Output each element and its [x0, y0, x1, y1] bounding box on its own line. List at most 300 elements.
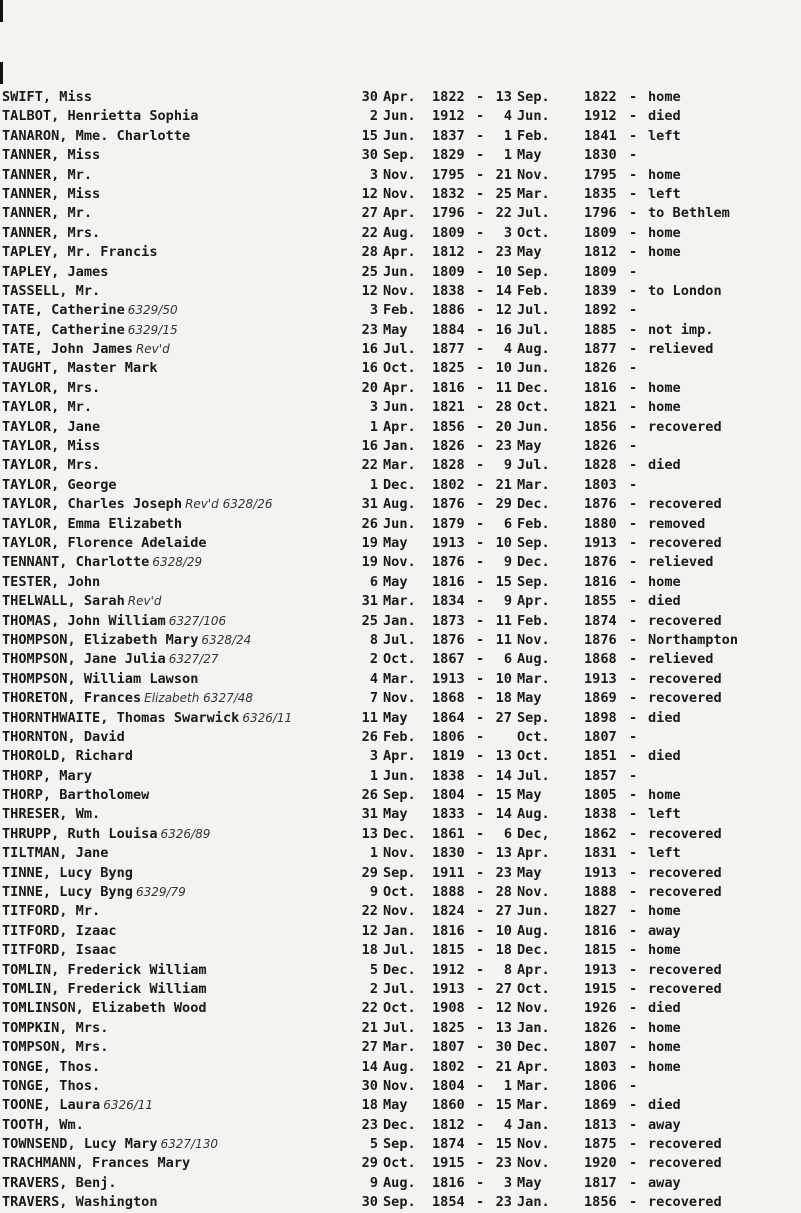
patient-name: THRUPP, Ruth Louisa 6326/89 [2, 825, 211, 842]
patient-name: TATE, Catherine 6329/15 [2, 321, 178, 338]
patient-name: TINNE, Lucy Byng 6329/79 [2, 884, 186, 901]
outcome-dash: - [629, 1019, 638, 1036]
admission-year: 1802 [432, 476, 465, 493]
date-range-dash: - [476, 787, 485, 804]
discharge-year: 1813 [584, 1116, 617, 1133]
admission-day: 4 [369, 670, 378, 687]
admission-year: 1913 [432, 534, 465, 551]
register-entry [2, 786, 799, 805]
discharge-month: Jan. [517, 1194, 550, 1211]
discharge-year: 1892 [584, 302, 617, 319]
register-entry [2, 282, 799, 301]
admission-month: Jul. [383, 631, 416, 648]
handwritten-annotation: Elizabeth 6327/48 [144, 691, 254, 706]
admission-day: 16 [361, 438, 378, 455]
discharge-year: 1816 [584, 573, 617, 590]
date-range-dash: - [476, 127, 485, 144]
discharge-day: 27 [495, 903, 512, 920]
handwritten-annotation: 6326/11 [242, 710, 293, 725]
admission-year: 1815 [432, 942, 465, 959]
admission-month: May [383, 709, 408, 726]
admission-day: 8 [369, 631, 378, 648]
admission-year: 1868 [432, 690, 465, 707]
patient-name: TRAVERS, Benj. [2, 1174, 117, 1191]
patient-name: TOONE, Laura 6326/11 [2, 1097, 154, 1114]
discharge-year: 1803 [584, 476, 617, 493]
discharge-month: Feb. [517, 127, 550, 144]
discharge-month: Jun. [517, 903, 550, 920]
handwritten-annotation: 6327/130 [160, 1137, 218, 1152]
admission-day: 2 [369, 980, 378, 997]
discharge-day: 6 [503, 651, 512, 668]
date-range-dash: - [476, 321, 485, 338]
patient-name: SWIFT, Miss [2, 89, 93, 105]
date-range-dash: - [476, 864, 485, 881]
patient-name: TANNER, Miss [2, 147, 101, 164]
discharge-day: 11 [495, 631, 512, 648]
register-entry [2, 1135, 799, 1154]
admission-day: 15 [361, 127, 378, 144]
admission-year: 1838 [432, 767, 465, 784]
date-range-dash: - [476, 108, 485, 125]
date-range-dash: - [476, 961, 485, 978]
date-range-dash: - [476, 534, 485, 551]
admission-year: 1856 [432, 418, 465, 435]
outcome-dash: - [629, 767, 638, 784]
discharge-month: Mar. [517, 1097, 550, 1114]
discharge-day: 8 [503, 961, 512, 978]
discharge-month: Mar. [517, 1077, 550, 1094]
discharge-day: 23 [495, 864, 512, 881]
outcome-dash: - [629, 922, 638, 939]
date-range-dash: - [476, 205, 485, 222]
admission-year: 1825 [432, 360, 465, 377]
patient-name: TAYLOR, Mrs. [2, 379, 101, 396]
admission-month: Nov. [383, 903, 416, 920]
admission-year: 1802 [432, 1058, 465, 1075]
patient-name: TILTMAN, Jane [2, 845, 109, 862]
register-entry [2, 1019, 799, 1038]
discharge-year: 1821 [584, 399, 617, 416]
date-range-dash: - [476, 185, 485, 202]
discharge-day: 15 [495, 787, 512, 804]
discharge-day: 6 [503, 825, 512, 842]
discharge-year: 1888 [584, 884, 617, 901]
patient-name: THOMAS, John William 6327/106 [2, 612, 227, 629]
date-range-dash: - [476, 1097, 485, 1114]
register-entry [2, 127, 799, 146]
outcome: recovered [648, 496, 722, 513]
admission-year: 1911 [432, 864, 465, 881]
patient-name: TOMLIN, Frederick William [2, 961, 207, 978]
discharge-month: Jul. [517, 205, 550, 222]
admission-month: Mar. [383, 457, 416, 474]
register-entry [2, 728, 799, 747]
outcome-dash: - [629, 554, 638, 571]
admission-month: Nov. [383, 185, 416, 202]
patient-name: TRAVERS, Washington [2, 1194, 158, 1211]
admission-day: 22 [361, 457, 378, 474]
admission-year: 1816 [432, 573, 465, 590]
outcome-dash: - [629, 302, 638, 319]
discharge-year: 1912 [584, 108, 617, 125]
admission-month: Jan. [383, 438, 416, 455]
discharge-day: 12 [495, 1000, 512, 1017]
register-entry [2, 1193, 799, 1212]
admission-month: Dec. [383, 1116, 416, 1133]
discharge-year: 1862 [584, 825, 617, 842]
admission-month: Jul. [383, 341, 416, 358]
admission-month: Aug. [383, 496, 416, 513]
admission-year: 1860 [432, 1097, 465, 1114]
discharge-month: Oct. [517, 399, 550, 416]
patient-name: TAYLOR, Jane [2, 418, 101, 435]
outcome: home [648, 573, 681, 590]
outcome-dash: - [629, 185, 638, 202]
patient-name: THORP, Bartholomew [2, 787, 150, 804]
discharge-month: Dec. [517, 496, 550, 513]
discharge-day: 23 [495, 1194, 512, 1211]
discharge-day: 3 [503, 1174, 512, 1191]
register-entry [2, 534, 799, 553]
discharge-month: Feb. [517, 612, 550, 629]
discharge-day: 25 [495, 185, 512, 202]
admission-day: 22 [361, 903, 378, 920]
admission-month: Apr. [383, 748, 416, 765]
admission-day: 3 [369, 166, 378, 183]
register-entry [2, 321, 799, 340]
outcome: relieved [648, 554, 714, 571]
patient-name: TOMPSON, Mrs. [2, 1039, 109, 1056]
register-entry [2, 650, 799, 669]
admission-day: 30 [361, 1194, 378, 1211]
discharge-year: 1913 [584, 961, 617, 978]
discharge-year: 1926 [584, 1000, 617, 1017]
discharge-month: May [517, 438, 542, 455]
discharge-month: Dec. [517, 379, 550, 396]
date-range-dash: - [476, 379, 485, 396]
admission-year: 1816 [432, 379, 465, 396]
outcome: not imp. [648, 321, 714, 338]
date-range-dash: - [476, 224, 485, 241]
discharge-month: May [517, 787, 542, 804]
admission-month: Oct. [383, 651, 416, 668]
admission-month: Jan. [383, 612, 416, 629]
register-entry [2, 1096, 799, 1115]
register-entry [2, 1174, 799, 1193]
discharge-day: 30 [495, 1039, 512, 1056]
patient-name: TOWNSEND, Lucy Mary 6327/130 [2, 1136, 218, 1153]
admission-year: 1888 [432, 884, 465, 901]
date-range-dash: - [476, 922, 485, 939]
admission-month: Dec. [383, 961, 416, 978]
admission-month: Jul. [383, 1019, 416, 1036]
date-range-dash: - [476, 845, 485, 862]
outcome: recovered [648, 864, 722, 881]
discharge-month: Sep. [517, 89, 550, 105]
register-entry [2, 166, 799, 185]
date-range-dash: - [476, 670, 485, 687]
admission-year: 1912 [432, 961, 465, 978]
register-entry [2, 825, 799, 844]
admission-day: 30 [361, 1077, 378, 1094]
outcome: recovered [648, 612, 722, 629]
discharge-year: 1857 [584, 767, 617, 784]
discharge-year: 1816 [584, 922, 617, 939]
discharge-year: 1869 [584, 1097, 617, 1114]
outcome: recovered [648, 980, 722, 997]
discharge-year: 1874 [584, 612, 617, 629]
discharge-year: 1855 [584, 593, 617, 610]
register-entry [2, 88, 799, 107]
discharge-month: Sep. [517, 263, 550, 280]
outcome-dash: - [629, 147, 638, 164]
discharge-month: Jun. [517, 360, 550, 377]
admission-month: Apr. [383, 379, 416, 396]
admission-year: 1796 [432, 205, 465, 222]
discharge-month: Nov. [517, 1000, 550, 1017]
outcome: recovered [648, 884, 722, 901]
admission-year: 1795 [432, 166, 465, 183]
outcome-dash: - [629, 224, 638, 241]
admission-year: 1876 [432, 631, 465, 648]
discharge-year: 1898 [584, 709, 617, 726]
outcome-dash: - [629, 573, 638, 590]
register-entry [2, 263, 799, 282]
date-range-dash: - [476, 573, 485, 590]
outcome: left [648, 127, 681, 144]
patient-name: TAYLOR, Mr. [2, 399, 93, 416]
discharge-month: Mar. [517, 185, 550, 202]
register-entry [2, 476, 799, 495]
discharge-month: Dec. [517, 554, 550, 571]
outcome-dash: - [629, 1136, 638, 1153]
admission-year: 1825 [432, 1019, 465, 1036]
admission-month: Sep. [383, 1136, 416, 1153]
outcome-dash: - [629, 1174, 638, 1191]
admission-month: Apr. [383, 205, 416, 222]
patient-name: THELWALL, Sarah Rev'd [2, 593, 162, 610]
discharge-year: 1803 [584, 1058, 617, 1075]
admission-year: 1828 [432, 457, 465, 474]
patient-name: TALBOT, Henrietta Sophia [2, 108, 199, 125]
discharge-day: 1 [503, 127, 512, 144]
outcome: away [648, 1116, 681, 1133]
discharge-day: 28 [495, 399, 512, 416]
admission-year: 1838 [432, 282, 465, 299]
discharge-month: Sep. [517, 573, 550, 590]
outcome: recovered [648, 418, 722, 435]
outcome: to London [648, 282, 722, 299]
outcome: home [648, 903, 681, 920]
admission-day: 27 [361, 205, 378, 222]
patient-name: TONGE, Thos. [2, 1077, 101, 1094]
admission-month: May [383, 1097, 408, 1114]
date-range-dash: - [476, 612, 485, 629]
discharge-day: 12 [495, 302, 512, 319]
discharge-day: 23 [495, 438, 512, 455]
admission-month: Apr. [383, 89, 416, 105]
discharge-month: Aug. [517, 651, 550, 668]
admission-year: 1879 [432, 515, 465, 532]
discharge-year: 1915 [584, 980, 617, 997]
register-entry [2, 999, 799, 1018]
admission-day: 3 [369, 748, 378, 765]
outcome-dash: - [629, 845, 638, 862]
admission-year: 1876 [432, 496, 465, 513]
date-range-dash: - [476, 903, 485, 920]
discharge-month: Nov. [517, 631, 550, 648]
date-range-dash: - [476, 651, 485, 668]
page-edge-mark [0, 0, 3, 22]
outcome-dash: - [629, 612, 638, 629]
discharge-day: 1 [503, 147, 512, 164]
discharge-year: 1920 [584, 1155, 617, 1172]
register-entry [2, 146, 799, 165]
discharge-year: 1913 [584, 534, 617, 551]
outcome: died [648, 1097, 681, 1114]
admission-month: Dec. [383, 825, 416, 842]
discharge-year: 1809 [584, 263, 617, 280]
outcome-dash: - [629, 690, 638, 707]
admission-day: 1 [369, 767, 378, 784]
register-entry [2, 709, 799, 728]
outcome-dash: - [629, 457, 638, 474]
admission-month: Apr. [383, 244, 416, 261]
admission-day: 12 [361, 922, 378, 939]
discharge-year: 1816 [584, 379, 617, 396]
date-range-dash: - [476, 1019, 485, 1036]
admission-day: 26 [361, 787, 378, 804]
discharge-month: Mar. [517, 476, 550, 493]
handwritten-annotation: Rev'd [135, 342, 170, 357]
register-entry [2, 437, 799, 456]
patient-name: THOMPSON, Elizabeth Mary 6328/24 [2, 631, 252, 648]
admission-month: Dec. [383, 476, 416, 493]
outcome-dash: - [629, 515, 638, 532]
date-range-dash: - [476, 767, 485, 784]
admission-year: 1804 [432, 1077, 465, 1094]
admission-year: 1908 [432, 1000, 465, 1017]
patient-name: THORNTHWAITE, Thomas Swarwick 6326/11 [2, 709, 293, 726]
register-entry [2, 515, 799, 534]
outcome: recovered [648, 825, 722, 842]
discharge-year: 1812 [584, 244, 617, 261]
outcome-dash: - [629, 534, 638, 551]
date-range-dash: - [476, 457, 485, 474]
patient-name: TANNER, Mr. [2, 205, 93, 222]
outcome: home [648, 399, 681, 416]
admission-day: 29 [361, 864, 378, 881]
outcome-dash: - [629, 108, 638, 125]
date-range-dash: - [476, 1116, 485, 1133]
discharge-year: 1880 [584, 515, 617, 532]
discharge-year: 1827 [584, 903, 617, 920]
handwritten-annotation: 6328/24 [201, 632, 252, 647]
discharge-year: 1795 [584, 166, 617, 183]
admission-day: 3 [369, 399, 378, 416]
discharge-year: 1877 [584, 341, 617, 358]
discharge-day: 14 [495, 767, 512, 784]
outcome-dash: - [629, 244, 638, 261]
outcome-dash: - [629, 864, 638, 881]
date-range-dash: - [476, 438, 485, 455]
patient-name: THOMPSON, William Lawson [2, 670, 199, 687]
admission-day: 22 [361, 1000, 378, 1017]
outcome-dash: - [629, 670, 638, 687]
discharge-year: 1835 [584, 185, 617, 202]
admission-year: 1824 [432, 903, 465, 920]
discharge-day: 28 [495, 884, 512, 901]
admission-year: 1912 [432, 108, 465, 125]
discharge-year: 1868 [584, 651, 617, 668]
discharge-day: 23 [495, 244, 512, 261]
admission-year: 1884 [432, 321, 465, 338]
discharge-year: 1806 [584, 1077, 617, 1094]
discharge-month: Apr. [517, 961, 550, 978]
discharge-month: Jul. [517, 302, 550, 319]
outcome: home [648, 942, 681, 959]
admission-year: 1874 [432, 1136, 465, 1153]
admission-day: 23 [361, 1116, 378, 1133]
patient-name: TATE, John James Rev'd [2, 341, 170, 358]
admission-day: 1 [369, 418, 378, 435]
date-range-dash: - [476, 1194, 485, 1211]
admission-year: 1816 [432, 1174, 465, 1191]
register-entry [2, 107, 799, 126]
admission-year: 1833 [432, 806, 465, 823]
discharge-day: 10 [495, 360, 512, 377]
discharge-day: 13 [495, 845, 512, 862]
admission-month: Mar. [383, 1039, 416, 1056]
discharge-day: 4 [503, 341, 512, 358]
admission-day: 7 [369, 690, 378, 707]
discharge-day: 4 [503, 1116, 512, 1133]
admission-day: 18 [361, 1097, 378, 1114]
register-entry [2, 844, 799, 863]
date-range-dash: - [476, 1058, 485, 1075]
admission-day: 26 [361, 728, 378, 745]
discharge-year: 1830 [584, 147, 617, 164]
date-range-dash: - [476, 1000, 485, 1017]
date-range-dash: - [476, 418, 485, 435]
handwritten-annotation: 6329/15 [127, 322, 178, 337]
discharge-month: Feb. [517, 515, 550, 532]
discharge-day: 10 [495, 534, 512, 551]
date-range-dash: - [476, 399, 485, 416]
admission-day: 25 [361, 612, 378, 629]
date-range-dash: - [476, 1077, 485, 1094]
discharge-day: 21 [495, 166, 512, 183]
admission-month: Nov. [383, 1077, 416, 1094]
discharge-month: Nov. [517, 1155, 550, 1172]
discharge-year: 1869 [584, 690, 617, 707]
date-range-dash: - [476, 89, 485, 105]
outcome: left [648, 845, 681, 862]
outcome: home [648, 787, 681, 804]
discharge-month: Jun. [517, 108, 550, 125]
outcome: left [648, 806, 681, 823]
outcome-dash: - [629, 1077, 638, 1094]
date-range-dash: - [476, 825, 485, 842]
register-entry [2, 379, 799, 398]
discharge-month: Apr. [517, 593, 550, 610]
admission-day: 2 [369, 651, 378, 668]
discharge-year: 1826 [584, 438, 617, 455]
outcome: died [648, 1000, 681, 1017]
admission-month: Sep. [383, 1194, 416, 1211]
outcome: home [648, 89, 681, 105]
